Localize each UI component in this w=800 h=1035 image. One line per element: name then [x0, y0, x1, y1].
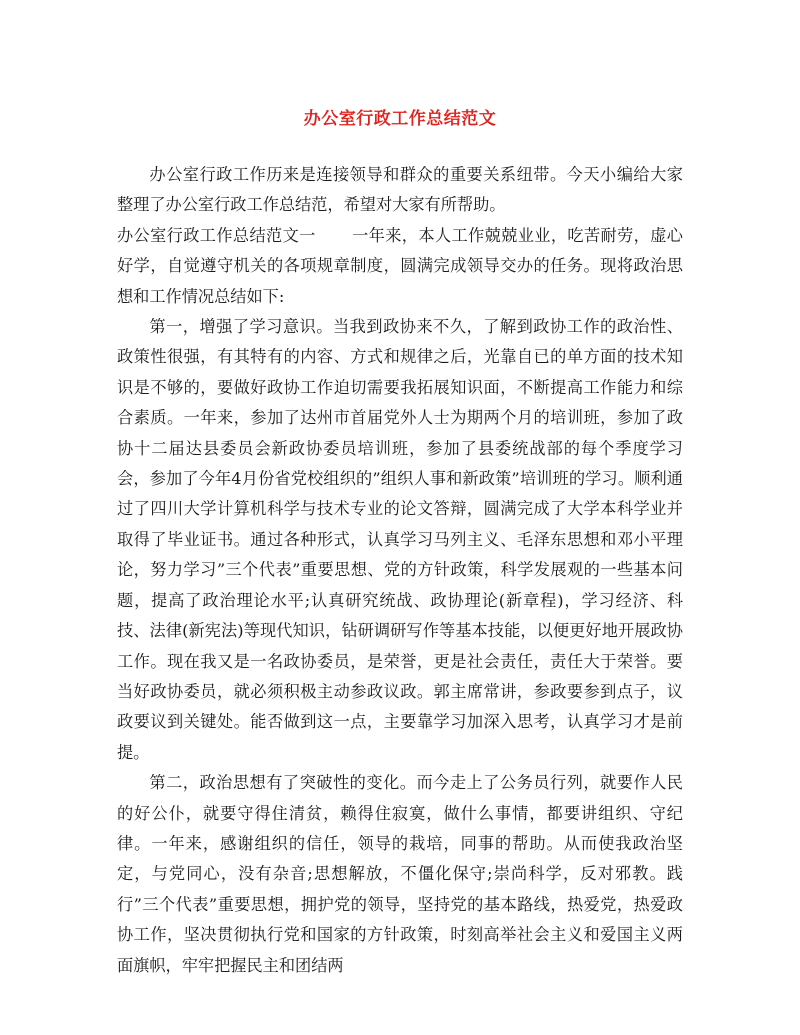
- body-paragraph-1: 第一，增强了学习意识。当我到政协来不久，了解到政协工作的政治性、政策性很强，有其特有的内容、方式和规律之后，光靠自已的单方面的技术知识是不够的，要做好政协工作迫切需要我拓展知识面，不断提高工作能力和综合素质。一年来，参加了达州市首届党外人士为期两个月的培训班，参加了政协十二届达县委员会新政协委员培训班，参加了县委统战部的每个季度学习会，参加了今年4月份省党校组织的”组织人事和新政策”培训班的学习。顺利通过了四川大学计算机科学与技术专业的论文答辩，圆满完成了大学本科学业并取得了毕业证书。通过各种形式，认真学习马列主义、毛泽东思想和邓小平理论，努力学习”三个代表”重要思想、党的方针政策，科学发展观的一些基本问题，提高了政治理论水平;认真研究统战、政协理论(新章程)，学习经济、科技、法律(新宪法)等现代知识，钻研调研写作等基本技能，以便更好地开展政协工作。现在我又是一名政协委员，是荣誉，更是社会责任，责任大于荣誉。要当好政协委员，就必须积极主动参政议政。郭主席常讲，参政要参到点子，议政要议到关键处。能否做到这一点，主要靠学习加深入思考，认真学习才是前提。: [117, 317, 683, 762]
- section-one-paragraph: [117, 221, 683, 312]
- section-opening: 一年来，本人工作兢兢业业，吃苦耐劳，虚心好学，自觉遵守机关的各项规章制度，圆满完成领导交办的任务。现将政治思想和工作情况总结如下:: [117, 225, 683, 306]
- body-paragraph-2: 第二，政治思想有了突破性的变化。而今走上了公务员行列，就要作人民的好公仆，就要守得住清贫，赖得住寂寞，做什么事情，都要讲组织、守纪律。一年来，感谢组织的信任，领导的栽培，同事的帮助。从而使我政治坚定，与党同心，没有杂音;思想解放，不僵化保守;崇尚科学，反对邪教。践行”三个代表”重要思想，拥护党的领导，坚持党的基本路线，热爱党，热爱政协工作，坚决贯彻执行党和国家的方针政策，时刻高举社会主义和爱国主义两面旗帜，牢牢把握民主和团结两: [117, 773, 683, 975]
- document-body: [117, 160, 683, 981]
- intro-paragraph: 办公室行政工作历来是连接领导和群众的重要关系纽带。今天小编给大家整理了办公室行政工作总结范，希望对大家有所帮助。: [117, 165, 683, 215]
- section-heading: 办公室行政工作总结范文一: [117, 225, 316, 245]
- document-title: 办公室行政工作总结范文: [303, 109, 497, 129]
